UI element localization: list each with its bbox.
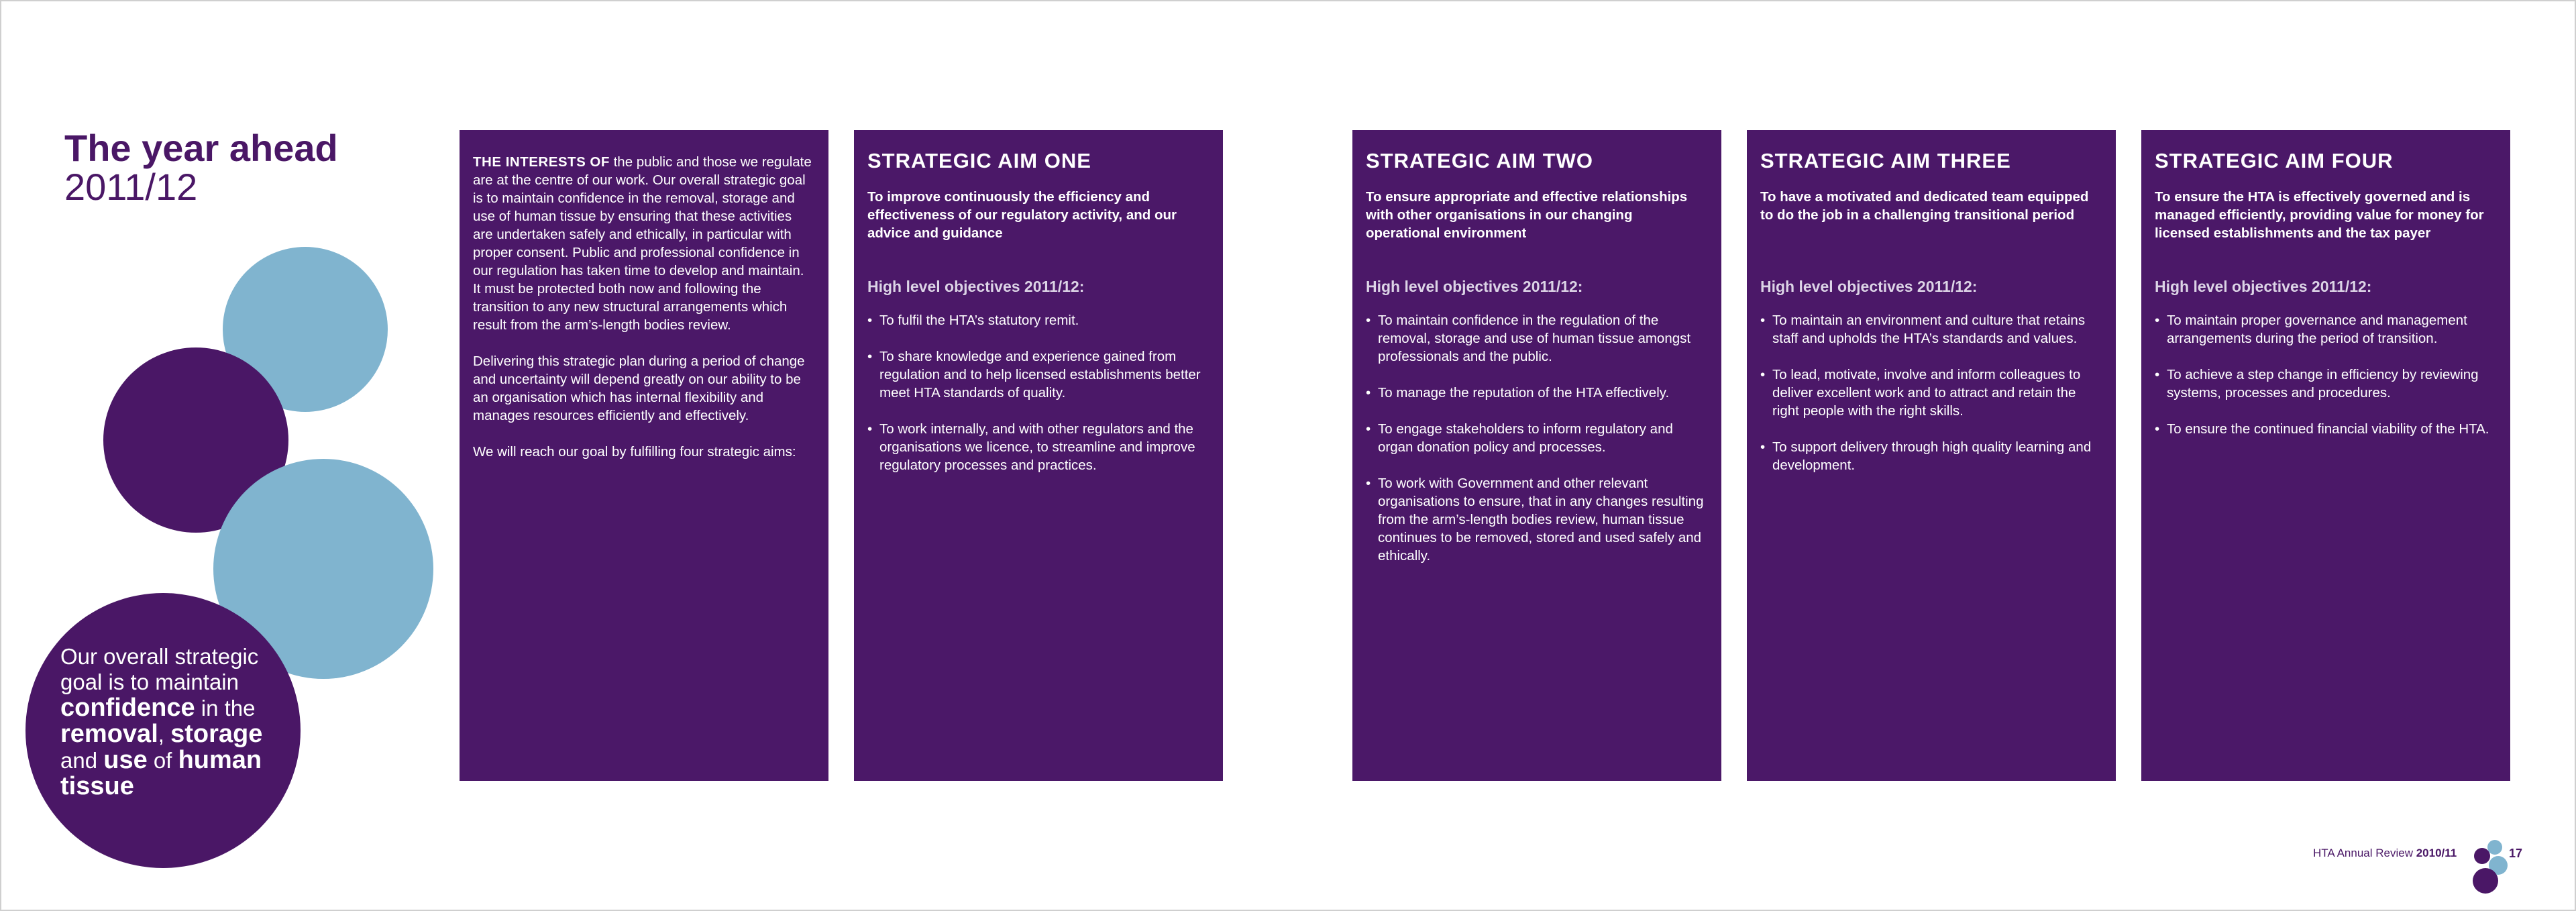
aim-title: STRATEGIC AIM TWO [1366,149,1594,172]
objective-item: • To engage stakeholders to inform regulatory and organ donation policy and processes. [1366,420,1708,456]
page-title-line1: The year ahead [64,127,338,169]
aim-title: STRATEGIC AIM THREE [1760,149,2011,172]
objective-item: • To fulfil the HTA’s statutory remit. [867,311,1210,329]
aim-title: STRATEGIC AIM ONE [867,149,1091,172]
aim-description: To improve continuously the efficiency and effectiveness of our regulatory activity, and our advice and guidance [867,189,1177,241]
objective-item: • To maintain an environment and culture that retains staff and upholds the HTA’s standards and values. [1760,311,2102,347]
objectives-list [1366,311,1708,565]
aim-description: To ensure the HTA is effectively governed and is managed efficiently, providing value for money for licensed establishments and the tax payer [2155,189,2484,241]
aim-panel-one [854,130,1223,781]
objective-item: • To achieve a step change in efficiency by reviewing systems, processes and procedures. [2155,366,2497,402]
objective-item: • To share knowledge and experience gained from regulation and to help licensed establishments better meet HTA standards of quality. [867,347,1210,402]
page-title-year: 2011/12 [64,166,198,208]
aim-title: STRATEGIC AIM FOUR [2155,149,2394,172]
objectives-list [2155,311,2497,438]
aim-panel-three [1747,130,2116,781]
intro-paragraph-3: We will reach our goal by fulfilling four strategic aims: [473,444,796,460]
objective-item: • To work internally, and with other regulators and the organisations we licence, to streamline and improve regulatory processes and practices. [867,420,1210,474]
page-number: 17 [2509,847,2523,860]
page-title [64,129,338,207]
footer-publication [2313,847,2457,860]
objective-item: • To maintain confidence in the regulation of the removal, storage and use of human tissue amongst professionals and the public. [1366,311,1708,366]
objective-item: • To lead, motivate, involve and inform colleagues to deliver excellent work and to attract and retain the right people with the right skills. [1760,366,2102,420]
objectives-list [1760,311,2102,474]
objectives-heading: High level objectives 2011/12: [2155,278,2372,295]
aim-panel-two [1352,130,1721,781]
objectives-list [867,311,1210,474]
objectives-heading: High level objectives 2011/12: [867,278,1085,295]
hta-logo-dots-icon [2471,837,2509,896]
aim-description: To have a motivated and dedicated team equipped to do the job in a challenging transitional period [1760,189,2089,223]
objective-item: • To manage the reputation of the HTA effectively. [1366,384,1708,402]
goal-quote: Our overall strategic goal is to maintain confidence in the removal, storage and use of human tissue [60,644,263,800]
objective-item: • To maintain proper governance and management arrangements during the period of transition. [2155,311,2497,347]
objectives-heading: High level objectives 2011/12: [1366,278,1583,295]
footer-year: 2010/11 [2416,847,2457,859]
objective-item: • To work with Government and other relevant organisations to ensure, that in any changes resulting from the arm’s-length bodies review, human tissue continues to be removed, stored and used safely and ethically. [1366,474,1708,565]
objective-item: • To ensure the continued financial viability of the HTA. [2155,420,2497,438]
intro-panel [460,130,828,781]
objectives-heading: High level objectives 2011/12: [1760,278,1978,295]
aim-panel-four [2141,130,2510,781]
intro-paragraph-1: THE INTERESTS OF the public and those we regulate are at the centre of our work. Our overall strategic goal is to maintain confidence in the removal, storage and use of human tissue by ensuring that these activities are undertaken safely and ethically, in particular with proper consent. Public and professional confidence in our regulation has taken time to develop and maintain. It must be protected both now and following the transition to any new structural arrangements which result from the arm’s-length bodies review. [473,154,812,333]
objective-item: • To support delivery through high quality learning and development. [1760,438,2102,474]
aim-description: To ensure appropriate and effective relationships with other organisations in our changing operational environment [1366,189,1688,241]
footer-publication-name: HTA Annual Review [2313,847,2416,859]
intro-paragraph-2: Delivering this strategic plan during a period of change and uncertainty will depend greatly on our ability to be an organisation which has internal flexibility and manages resources efficiently and effectively. [473,354,805,423]
